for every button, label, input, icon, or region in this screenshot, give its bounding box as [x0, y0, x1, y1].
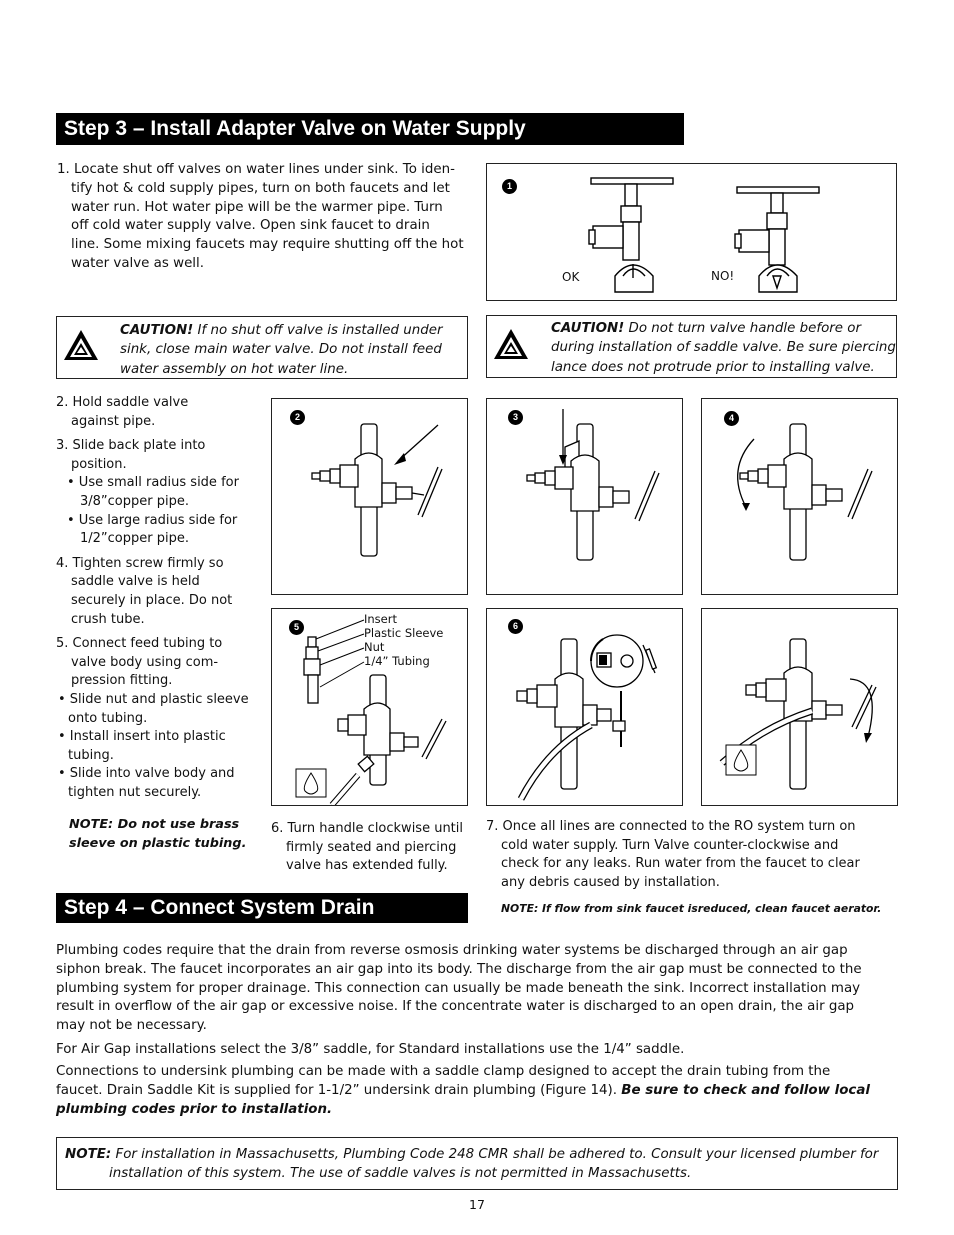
item1-line: water valve as well.	[71, 255, 205, 271]
caution-line: water assembly on hot water line.	[120, 361, 349, 377]
item7-line: cold water supply. Turn Valve counter-clockwise and	[501, 837, 839, 853]
warning-triangle-icon	[493, 328, 529, 360]
item6-line: 6. Turn handle clockwise until	[271, 821, 464, 836]
note-brass-sleeve	[69, 816, 246, 853]
step4-paragraph-3	[56, 1063, 906, 1119]
item6-line: firmly seated and piercing	[286, 839, 457, 855]
figure-5-feed-tubing	[271, 608, 468, 806]
figure-4-tighten-screw	[701, 398, 898, 595]
step-line: 3. Slide back plate into	[56, 438, 206, 454]
shutoff-valve-illustration	[487, 164, 896, 300]
step3-heading: Step 3 – Install Adapter Valve on Water Supply	[56, 113, 684, 145]
item1-line: tify hot & cold supply pipes, turn on both faucets and let	[71, 180, 450, 196]
label-nut: Nut	[364, 640, 385, 654]
step4-heading: Step 4 – Connect System Drain	[56, 893, 468, 923]
item7-line: any debris caused by installation.	[501, 874, 720, 890]
item7-line: 7. Once all lines are connected to the RO system turn on	[486, 819, 856, 834]
ok-label: OK	[562, 270, 580, 284]
step-line: valve body using com-	[71, 654, 219, 670]
para-bold-text: plumbing codes prior to installation.	[56, 1101, 333, 1117]
item1-line: water run. Hot water pipe will be the warmer pipe. Turn	[71, 199, 443, 215]
note-line: sleeve on plastic tubing.	[69, 835, 247, 851]
figure-6-turn-handle	[486, 608, 683, 806]
caution-line: Do not turn valve handle before or	[624, 321, 861, 336]
para-line: plumbing system for proper drainage. This connection can usually be made beneath the sink. Incorrect installation may	[56, 980, 861, 996]
caution-line: If no shut off valve is installed under	[193, 323, 443, 338]
step3-item7	[486, 818, 898, 892]
saddle-valve-illustration	[702, 609, 897, 805]
para-line: faucet. Drain Saddle Kit is supplied for 1-1/2” undersink drain plumbing (Figure 14).	[56, 1082, 622, 1098]
figure-3-back-plate	[486, 398, 683, 595]
step-line: 2. Hold saddle valve	[56, 395, 189, 410]
caution-box-right	[486, 315, 897, 378]
step3-item1	[57, 161, 477, 274]
warning-triangle-icon	[63, 329, 99, 361]
caution-line: during installation of saddle valve. Be sure piercing	[551, 340, 896, 356]
saddle-valve-closeup-illustration	[487, 609, 682, 805]
caution-label: CAUTION!	[551, 321, 625, 336]
figure-number-badge: 6	[508, 619, 523, 634]
step4-paragraph-2: For Air Gap installations select the 3/8” saddle, for Standard installations use the 1/4” saddle.	[56, 1042, 685, 1057]
para-line: result in overflow of the air gap or excessive noise. If the concentrate water is discharged to an open drain, the air gap	[56, 999, 855, 1015]
figure-2-saddle-valve	[271, 398, 468, 595]
caution-line: sink, close main water valve. Do not install feed	[120, 342, 442, 358]
label-insert: Insert	[364, 612, 397, 626]
no-label: NO!	[711, 269, 735, 283]
step-line: securely in place. Do not	[71, 592, 233, 608]
item7-line: check for any leaks. Run water from the faucet to clear	[501, 856, 860, 872]
step-line: onto tubing.	[68, 710, 148, 726]
massachusetts-note	[65, 1145, 890, 1183]
step-line: crush tube.	[71, 611, 145, 627]
caution-text-right	[551, 319, 896, 377]
figure-number-badge: 4	[724, 411, 739, 426]
para-bold-text: Be sure to check and follow local	[621, 1082, 870, 1098]
label-tubing: 1/4” Tubing	[364, 654, 430, 668]
step-line: • Install insert into plastic	[58, 729, 226, 745]
page-number: 17	[469, 1197, 485, 1212]
step-line: pression fitting.	[71, 673, 173, 689]
step-line: position.	[71, 456, 127, 472]
caution-box-left	[56, 316, 468, 379]
step-line: 5. Connect feed tubing to	[56, 636, 223, 652]
figure-1-shutoff-valves	[486, 163, 897, 301]
note-label: NOTE:	[65, 1147, 112, 1162]
step3-item6	[271, 820, 471, 876]
step-line: tighten nut securely.	[68, 784, 202, 800]
step4-paragraph-1	[56, 942, 906, 1036]
saddle-valve-illustration	[272, 399, 467, 594]
steps-2-5-list	[56, 394, 261, 802]
step-line: saddle valve is held	[71, 574, 200, 590]
caution-line: lance does not protrude prior to installing valve.	[551, 359, 875, 375]
step-line: 4. Tighten screw firmly so	[56, 555, 224, 571]
figure-number-badge: 1	[502, 179, 517, 194]
para-line: may not be necessary.	[56, 1018, 207, 1034]
saddle-valve-illustration	[487, 399, 682, 594]
item1-line: off cold water supply valve. Open sink faucet to drain	[71, 218, 430, 234]
step-line: 3/8”copper pipe.	[80, 493, 189, 509]
item1-line: line. Some mixing faucets may require shutting off the hot	[71, 237, 464, 253]
note-line: installation of this system. The use of saddle valves is not permitted in Massachusetts.	[109, 1166, 692, 1181]
label-plastic-sleeve: Plastic Sleeve	[364, 626, 444, 640]
step-line: • Slide into valve body and	[58, 766, 235, 782]
item1-line: 1. Locate shut off valves on water lines under sink. To iden-	[57, 162, 455, 177]
caution-label: CAUTION!	[120, 323, 194, 338]
figure-6-handle-detail	[701, 608, 898, 806]
caution-text-left	[120, 321, 442, 379]
step-line: against pipe.	[71, 413, 156, 429]
note-line: For installation in Massachusetts, Plumbing Code 248 CMR shall be adhered to. Consult your licensed plumber for	[111, 1147, 879, 1162]
note-faucet-aerator: NOTE: If flow from sink faucet isreduced, clean faucet aerator.	[501, 902, 882, 915]
step-line: tubing.	[68, 747, 114, 763]
figure-number-badge: 2	[290, 410, 305, 425]
para-line: Plumbing codes require that the drain from reverse osmosis drinking water systems be discharged through an air gap	[56, 943, 848, 958]
figure-number-badge: 5	[289, 620, 304, 635]
step-line: • Use small radius side for	[67, 475, 239, 491]
step-line: • Slide nut and plastic sleeve	[58, 691, 249, 707]
item6-line: valve has extended fully.	[286, 858, 448, 874]
step-line: 1/2”copper pipe.	[80, 531, 189, 547]
step-line: • Use large radius side for	[67, 512, 238, 528]
para-line: Connections to undersink plumbing can be made with a saddle clamp designed to accept the drain tubing from the	[56, 1064, 831, 1079]
saddle-valve-illustration	[702, 399, 897, 594]
figure-number-badge: 3	[508, 410, 523, 425]
massachusetts-note-box	[56, 1137, 898, 1190]
para-line: siphon break. The faucet incorporates an air gap into its body. The discharge from the air gap must be connected to the	[56, 961, 862, 977]
note-line: NOTE: Do not use brass	[69, 817, 240, 832]
